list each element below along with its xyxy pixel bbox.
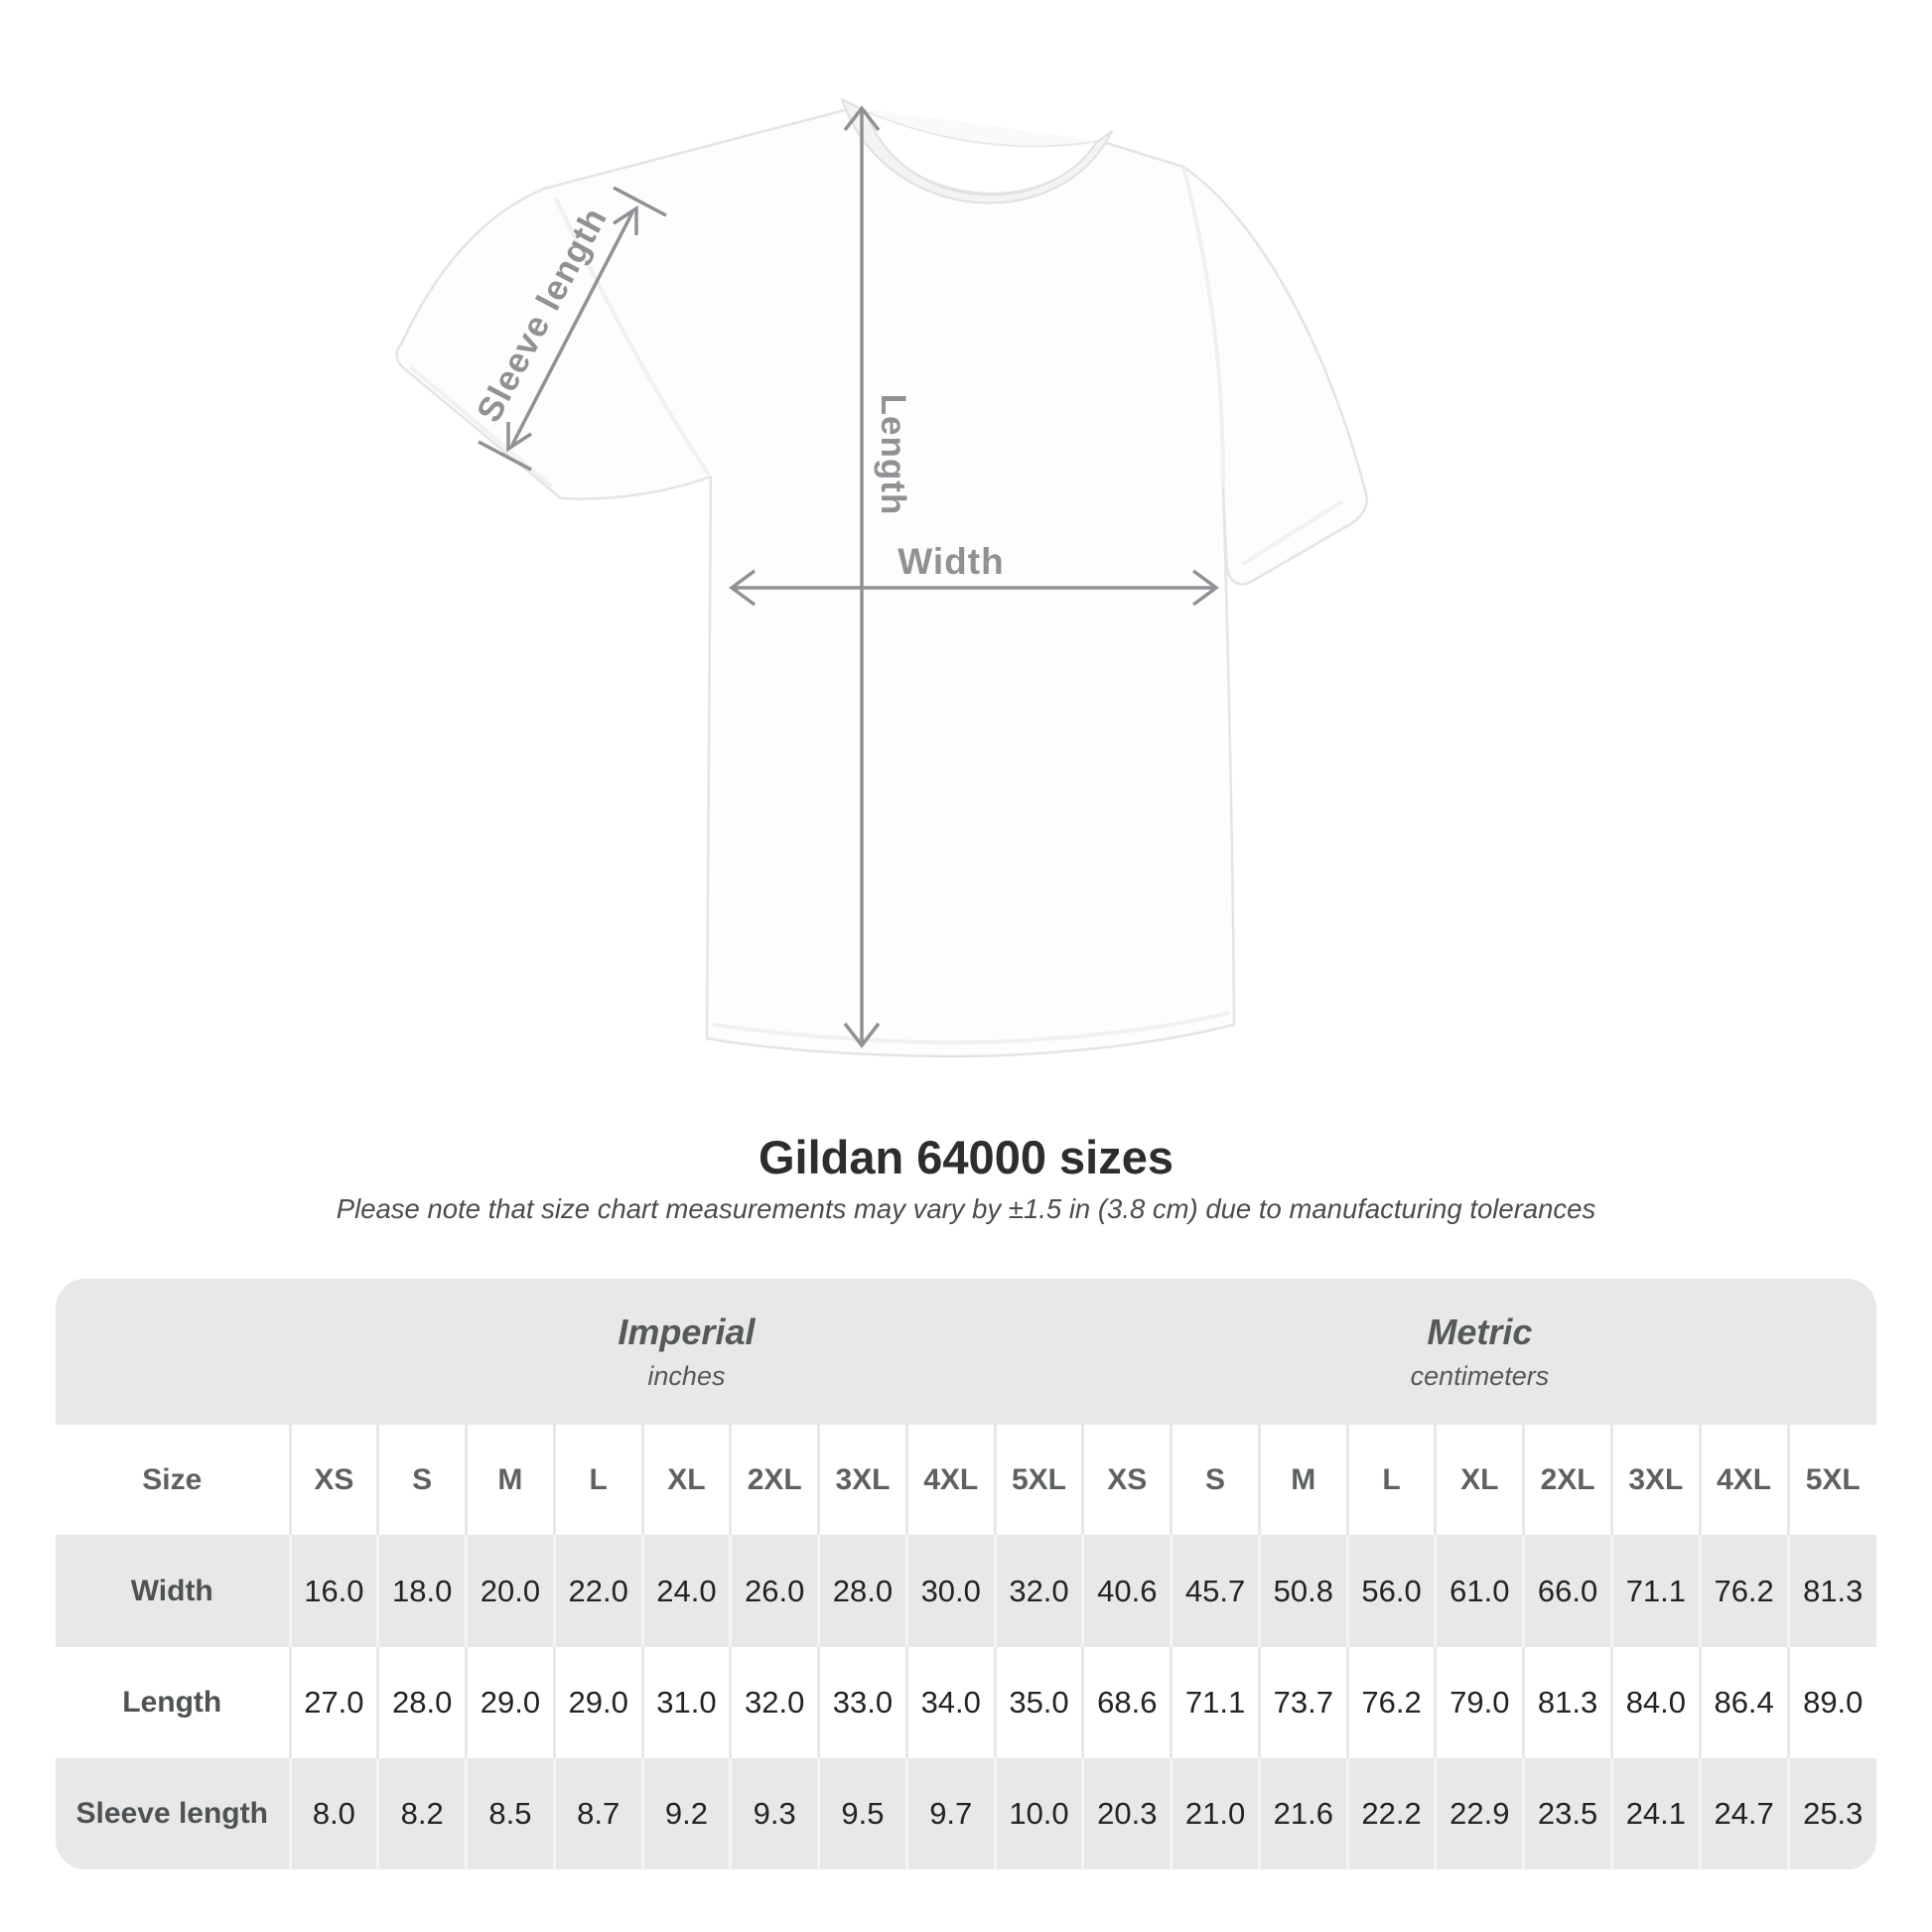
size-column-header: XS (290, 1425, 378, 1535)
table-cell: 56.0 (1347, 1535, 1436, 1646)
table-cell: 8.5 (467, 1758, 555, 1869)
table-cell: 10.0 (995, 1758, 1083, 1869)
width-label: Width (897, 541, 1005, 582)
table-cell: 89.0 (1788, 1647, 1876, 1758)
unit-group (1083, 1279, 1876, 1425)
table-cell: 18.0 (378, 1535, 467, 1646)
size-column-header: XL (642, 1425, 731, 1535)
table-cell: 84.0 (1611, 1647, 1700, 1758)
table-cell: 21.6 (1259, 1758, 1347, 1869)
unit-group (290, 1279, 1083, 1425)
table-cell: 29.0 (467, 1647, 555, 1758)
table-cell: 8.2 (378, 1758, 467, 1869)
table-cell: 8.0 (290, 1758, 378, 1869)
tolerance-note: Please note that size chart measurements may vary by ±1.5 in (3.8 cm) due to manufacturing tolerances (336, 1193, 1596, 1224)
table-cell: 28.0 (819, 1535, 907, 1646)
collar-back (856, 107, 1100, 146)
table-cell: 20.3 (1083, 1758, 1172, 1869)
size-column-header: XS (1083, 1425, 1172, 1535)
table-cell: 20.0 (467, 1535, 555, 1646)
table-cell: 33.0 (819, 1647, 907, 1758)
size-column-header: 5XL (1788, 1425, 1876, 1535)
size-column-header: 2XL (731, 1425, 819, 1535)
table-cell: 22.2 (1347, 1758, 1436, 1869)
table-cell: 24.1 (1611, 1758, 1700, 1869)
table-cell: 9.2 (642, 1758, 731, 1869)
table-cell: 31.0 (642, 1647, 731, 1758)
size-column-header: L (1347, 1425, 1436, 1535)
table-cell: 9.3 (731, 1758, 819, 1869)
size-column-header: S (1172, 1425, 1260, 1535)
page-title: Gildan 64000 sizes (758, 1131, 1174, 1183)
table-cell: 32.0 (995, 1535, 1083, 1646)
unit-group-title: Imperial (618, 1311, 756, 1352)
table-cell: 71.1 (1611, 1535, 1700, 1646)
size-chart-table (56, 1279, 1876, 1869)
size-column-header: 3XL (1611, 1425, 1700, 1535)
table-cell: 8.7 (554, 1758, 642, 1869)
table-cell: 66.0 (1524, 1535, 1612, 1646)
unit-group-subtitle: inches (647, 1361, 726, 1392)
size-header: Size (56, 1425, 290, 1535)
tshirt-body (396, 107, 1366, 1056)
table-cell: 50.8 (1259, 1535, 1347, 1646)
table-cell: 22.0 (554, 1535, 642, 1646)
size-column-header: S (378, 1425, 467, 1535)
table-cell: 30.0 (906, 1535, 995, 1646)
table-cell: 79.0 (1436, 1647, 1524, 1758)
table-cell: 26.0 (731, 1535, 819, 1646)
size-column-header: M (1259, 1425, 1347, 1535)
row-label: Length (56, 1647, 290, 1758)
row-label: Sleeve length (56, 1758, 290, 1869)
table-cell: 25.3 (1788, 1758, 1876, 1869)
size-column-header: 2XL (1524, 1425, 1612, 1535)
size-column-header: 4XL (1700, 1425, 1788, 1535)
table-cell: 27.0 (290, 1647, 378, 1758)
table-cell: 81.3 (1788, 1535, 1876, 1646)
table-cell: 61.0 (1436, 1535, 1524, 1646)
table-cell: 29.0 (554, 1647, 642, 1758)
table-cell: 21.0 (1172, 1758, 1260, 1869)
table-cell: 24.0 (642, 1535, 731, 1646)
table-cell: 34.0 (906, 1647, 995, 1758)
size-column-header: 5XL (995, 1425, 1083, 1535)
table-cell: 73.7 (1259, 1647, 1347, 1758)
unit-group-title: Metric (1427, 1311, 1533, 1352)
size-column-header: 4XL (906, 1425, 995, 1535)
table-cell: 35.0 (995, 1647, 1083, 1758)
table-cell: 9.5 (819, 1758, 907, 1869)
size-table (56, 1279, 1876, 1869)
size-column-header: L (554, 1425, 642, 1535)
table-cell: 32.0 (731, 1647, 819, 1758)
table-cell: 28.0 (378, 1647, 467, 1758)
table-cell: 86.4 (1700, 1647, 1788, 1758)
unit-group-subtitle: centimeters (1410, 1361, 1550, 1392)
size-column-header: 3XL (819, 1425, 907, 1535)
table-cell: 81.3 (1524, 1647, 1612, 1758)
table-cell: 40.6 (1083, 1535, 1172, 1646)
row-label: Width (56, 1535, 290, 1646)
table-cell: 71.1 (1172, 1647, 1260, 1758)
table-cell: 76.2 (1700, 1535, 1788, 1646)
table-cell: 16.0 (290, 1535, 378, 1646)
size-column-header: M (467, 1425, 555, 1535)
size-column-header: XL (1436, 1425, 1524, 1535)
table-cell: 76.2 (1347, 1647, 1436, 1758)
table-cell: 23.5 (1524, 1758, 1612, 1869)
table-cell: 68.6 (1083, 1647, 1172, 1758)
length-label: Length (873, 393, 912, 516)
table-cell: 22.9 (1436, 1758, 1524, 1869)
group-spacer (56, 1279, 290, 1425)
table-cell: 45.7 (1172, 1535, 1260, 1646)
sleeve-length-label: Sleeve length (469, 201, 616, 429)
table-cell: 24.7 (1700, 1758, 1788, 1869)
table-cell: 9.7 (906, 1758, 995, 1869)
